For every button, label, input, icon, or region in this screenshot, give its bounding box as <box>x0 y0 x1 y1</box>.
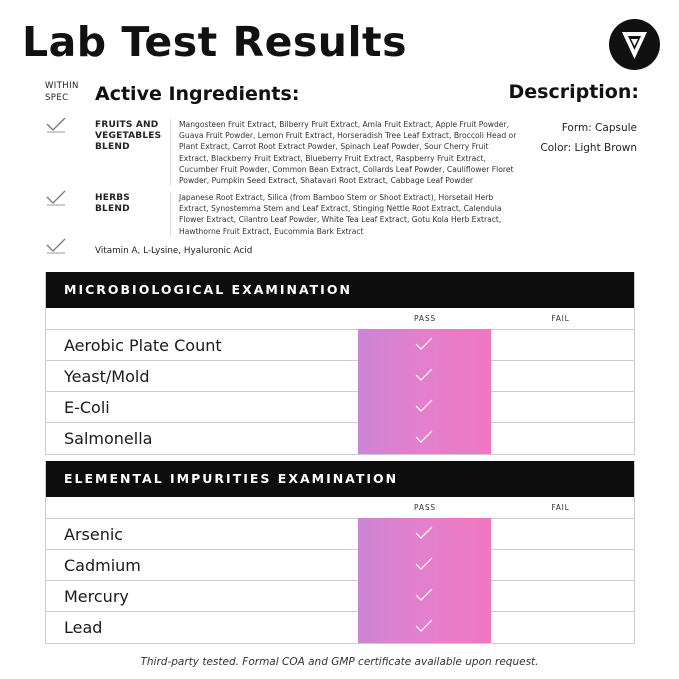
pass-cell <box>358 360 491 392</box>
herbs-blend-ingredients: Japanese Root Extract, Silica (from Bamboo Stem or Shoot Extract), Horsetail Herb Extract, Synostemma Stem and Leaf Extract, Stinging Nettle Root Extract, Calendula Flower Extract, Cilantro Leaf Powder, White Tea Leaf Extract, Gotu Kola Herb Extract, Hawthorne Fruit Extract, Eucommia Bark Extract <box>170 192 520 237</box>
herbs-blend-label: HERBS BLEND <box>95 193 130 214</box>
column-headers <box>46 497 634 519</box>
description-color: Color: Light Brown <box>540 142 637 154</box>
checkmark-icon <box>415 557 433 571</box>
test-name: Yeast/Mold <box>64 367 150 386</box>
elemental-impurities-header: ELEMENTAL IMPURITIES EXAMINATION <box>46 461 634 497</box>
table-row <box>46 519 634 550</box>
pass-cell <box>358 518 491 550</box>
elemental-impurities-table <box>45 461 635 644</box>
checkmark-icon <box>415 588 433 602</box>
column-headers <box>46 308 634 330</box>
microbiological-table <box>45 272 635 455</box>
microbiological-header: MICROBIOLOGICAL EXAMINATION <box>46 272 634 308</box>
pass-cell <box>358 549 491 581</box>
description-form: Form: Capsule <box>561 122 637 134</box>
page-title: Lab Test Results <box>22 18 408 66</box>
footer-note: Third-party tested. Formal COA and GMP certificate available upon request. <box>140 656 539 668</box>
checkmark-icon <box>415 430 433 444</box>
description-heading: Description: <box>508 81 639 103</box>
fail-column-header: FAIL <box>551 503 570 512</box>
table-row <box>46 361 634 392</box>
table-row <box>46 392 634 423</box>
pass-cell <box>358 422 491 454</box>
within-spec-label: WITHIN SPEC <box>45 81 79 103</box>
pass-cell <box>358 580 491 612</box>
pass-cell <box>358 329 491 361</box>
pass-cell <box>358 391 491 423</box>
within-spec-check-icon <box>46 238 66 254</box>
table-row <box>46 581 634 612</box>
test-name: Cadmium <box>64 556 141 575</box>
checkmark-icon <box>415 337 433 351</box>
checkmark-icon <box>415 619 433 633</box>
vitamins-ingredients: Vitamin A, L-Lysine, Hyaluronic Acid <box>95 246 253 256</box>
table-row <box>46 612 634 643</box>
test-name: E-Coli <box>64 398 110 417</box>
pass-cell <box>358 611 491 643</box>
fruits-vegetables-blend-ingredients: Mangosteen Fruit Extract, Bilberry Fruit Extract, Amla Fruit Extract, Apple Fruit Powder, Guava Fruit Powder, Lemon Fruit Extract, Horseradish Tree Leaf Extract, Broccoli Head or Plant Extract, Carrot Root Extract Powder, Spinach Leaf Powder, Sour Cherry Fruit Extract, Blackberry Fruit Extract, Blueberry Fruit Extract, Raspberry Fruit Extract, Cucumber Fruit Powder, Common Bean Extract, Collards Leaf Powder, Cauliflower Floret Powder, Pumpkin Seed Extract, Shatavari Root Extract, Cabbage Leaf Powder <box>170 119 520 186</box>
brand-logo-icon <box>609 19 660 70</box>
fruits-vegetables-blend-label: FRUITS AND VEGETABLES BLEND <box>95 120 162 152</box>
checkmark-icon <box>415 368 433 382</box>
test-name: Mercury <box>64 587 129 606</box>
active-ingredients-heading: Active Ingredients: <box>95 83 300 105</box>
within-spec-check-icon <box>46 190 66 206</box>
fail-column-header: FAIL <box>551 314 570 323</box>
table-row <box>46 550 634 581</box>
pass-column-header: PASS <box>414 503 436 512</box>
test-name: Salmonella <box>64 429 153 448</box>
test-name: Lead <box>64 618 103 637</box>
table-row <box>46 330 634 361</box>
pass-column-header: PASS <box>414 314 436 323</box>
test-name: Arsenic <box>64 525 124 544</box>
test-name: Aerobic Plate Count <box>64 336 222 355</box>
table-row <box>46 423 634 454</box>
within-spec-check-icon <box>46 117 66 133</box>
checkmark-icon <box>415 399 433 413</box>
checkmark-icon <box>415 526 433 540</box>
